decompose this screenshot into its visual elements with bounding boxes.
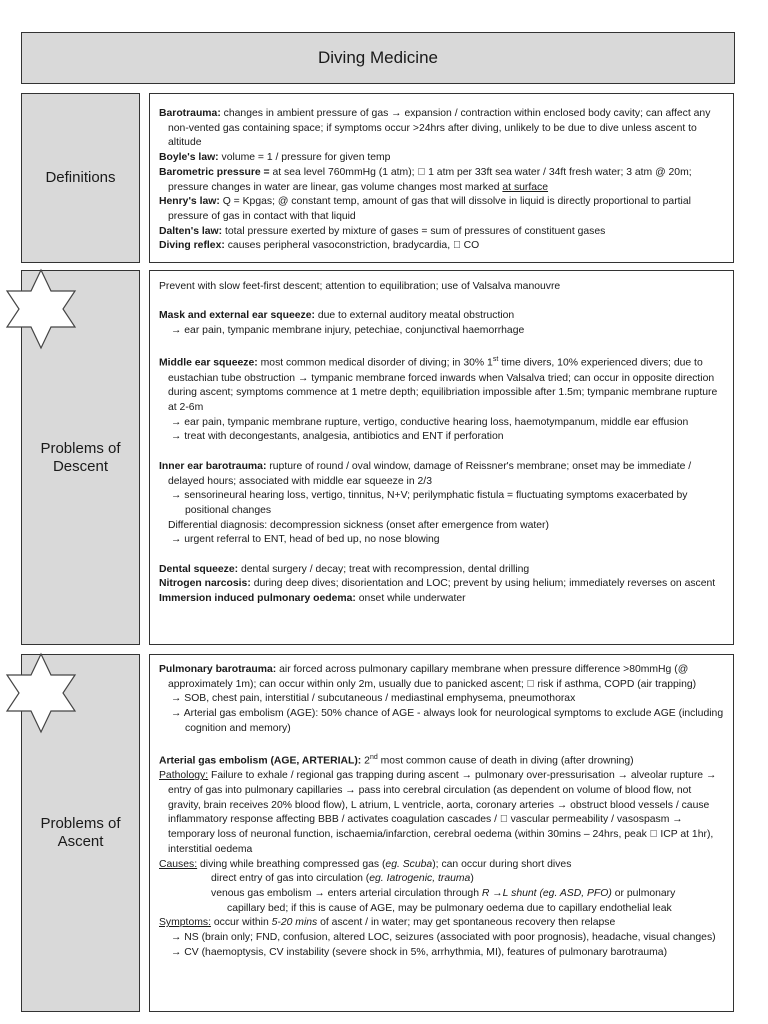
mask-squeeze: Mask and external ear squeeze: due to external auditory meatal obstruction — [159, 310, 515, 322]
inner-ear-differential: Differential diagnosis: decompression sickness (onset after emergence from water) — [168, 519, 549, 531]
definitions-content — [149, 93, 734, 263]
pulmonary-barotrauma-age: → Arterial gas embolism (AGE): 50% chance of AGE - always look for neurological symptoms to exclude AGE (including cognition and memory) — [171, 708, 724, 734]
middle-ear-squeeze: Middle ear squeeze: most common medical disorder of diving; in 30% 1st time divers, 10% experienced divers; due to eustachian tube obstruction → tympanic membrane forced inwards when Valsalva tried; can occur in opposite direction during ascent; symptoms commence at 1 metre depth; equilibriation impossible after 1.5m; tympanic membrane rupture at 2-6m — [159, 356, 718, 414]
middle-ear-effects: → ear pain, tympanic membrane rupture, vertigo, conductive hearing loss, haemotympanum, middle ear effusion — [171, 416, 689, 428]
age-causes-2: direct entry of gas into circulation (eg. Iatrogenic, trauma) — [211, 873, 474, 885]
ascent-content — [149, 654, 734, 1012]
definition-barotrauma: Barotrauma: changes in ambient pressure of gas → expansion / contraction within enclosed body cavity; can affect any non-vented gas containing space; if symptoms occur >24hrs after diving, unlikely to be due to dive unless ascent to altitude — [159, 108, 711, 149]
definition-daltens-law: Dalten's law: total pressure exerted by mixture of gases = sum of pressures of constituent gases — [159, 225, 606, 237]
ascent-label: Problems of Ascent — [40, 815, 121, 850]
immersion-pulmonary-oedema: Immersion induced pulmonary oedema: onset while underwater — [159, 593, 466, 605]
definitions-label-cell — [21, 93, 140, 263]
pulmonary-barotrauma: Pulmonary barotrauma: air forced across pulmonary capillary membrane when pressure difference >80mmHg (@ approximately 1m); can occur within only 2m, usually due to panicked ascent; ￿ risk if asthma, COPD (air trapping) — [159, 664, 697, 690]
descent-content — [149, 270, 734, 645]
inner-ear-barotrauma: Inner ear barotrauma: rupture of round / oval window, damage of Reissner's membrane; onset may be immediate / delayed hours; associated with middle ear squeeze in 2/3 — [159, 460, 692, 487]
dental-squeeze: Dental squeeze: dental surgery / decay; treat with recompression, dental drilling — [159, 563, 530, 575]
middle-ear-treatment: → treat with decongestants, analgesia, antibiotics and ENT if perforation — [171, 431, 504, 443]
definition-boyles-law: Boyle's law: volume = 1 / pressure for given temp — [159, 152, 391, 164]
definition-diving-reflex: Diving reflex: causes peripheral vasoconstriction, bradycardia, ￿ CO — [159, 240, 480, 252]
six-pointed-star-icon — [4, 652, 78, 734]
age-symptoms-ns: → NS (brain only; FND, confusion, altered LOC, seizures (associated with poor prognosis), headache, visual changes) — [171, 932, 716, 944]
age-causes-3: venous gas embolism → enters arterial circulation through R →L shunt (eg. ASD, PFO) or pulmonary capillary bed; if this is cause of AGE, may be pulmonary oedema due to capillary endothelial leak — [211, 888, 676, 914]
age-symptoms: Symptoms: occur within 5-20 mins of ascent / in water; may get spontaneous recovery then relapse — [159, 917, 616, 929]
age-symptoms-cv: → CV (haemoptysis, CV instability (severe shock in 5%, arrhythmia, MI), features of pulmonary barotrauma) — [171, 946, 668, 958]
definitions-label: Definitions — [45, 169, 116, 186]
descent-label: Problems of Descent — [40, 439, 121, 475]
age-causes-1: Causes: diving while breathing compressed gas (eg. Scuba); can occur during short dives — [159, 858, 572, 870]
definition-barometric-pressure: Barometric pressure = at sea level 760mmHg (1 atm); ￿ 1 atm per 33ft sea water / 34ft fresh water; 3 atm @ 20m; pressure changes in water are linear, gas volume changes most marked at surface — [159, 166, 692, 193]
age-heading: Arterial gas embolism (AGE, ARTERIAL): 2nd most common cause of death in diving (after drowning) — [159, 754, 634, 767]
mask-squeeze-effects: → ear pain, tympanic membrane injury, petechiae, conjunctival haemorrhage — [171, 325, 525, 337]
age-pathology: Pathology: Failure to exhale / regional gas trapping during ascent → pulmonary over-pressurisation → alveolar rupture → entry of gas into pulmonary capillaries → pass into cerebral circulation (as dependent on volume of blood flow, not gravity, brain receives 20% blood flow), L atrium, L ventricle, aorta, coronary arteries → obstruct blood vessels / cause inflammatory response affecting BBB / activates coagulation cascades / ￿ vascular permeability / vasospasm → temporary loss of neuronal function, ischaemia/infarction, cerebral oedema (within 30mins – 24hrs, peak ￿ ICP at 1hr), interstitial oedema — [159, 770, 717, 855]
descent-intro: Prevent with slow feet-first descent; attention to equilibration; use of Valsalva manouvre — [159, 281, 561, 292]
page-title — [21, 32, 735, 84]
inner-ear-effects: → sensorineural hearing loss, vertigo, tinnitus, N+V; perilymphatic fistula = fluctuating symptoms exacerbated by positional changes — [171, 490, 688, 516]
nitrogen-narcosis: Nitrogen narcosis: during deep dives; disorientation and LOC; prevent by using helium; immediately reverses on ascent — [159, 578, 716, 590]
six-pointed-star-icon — [4, 268, 78, 350]
page-title-text: Diving Medicine — [318, 48, 438, 67]
inner-ear-referral: → urgent referral to ENT, head of bed up, no nose blowing — [171, 534, 440, 546]
definition-henrys-law: Henry's law: Q = Kpgas; @ constant temp, amount of gas that will dissolve in liquid is directly proportional to partial pressure of gas in contact with that liquid — [159, 196, 691, 222]
pulmonary-barotrauma-effects: → SOB, chest pain, interstitial / subcutaneous / mediastinal emphysema, pneumothorax — [171, 693, 576, 705]
